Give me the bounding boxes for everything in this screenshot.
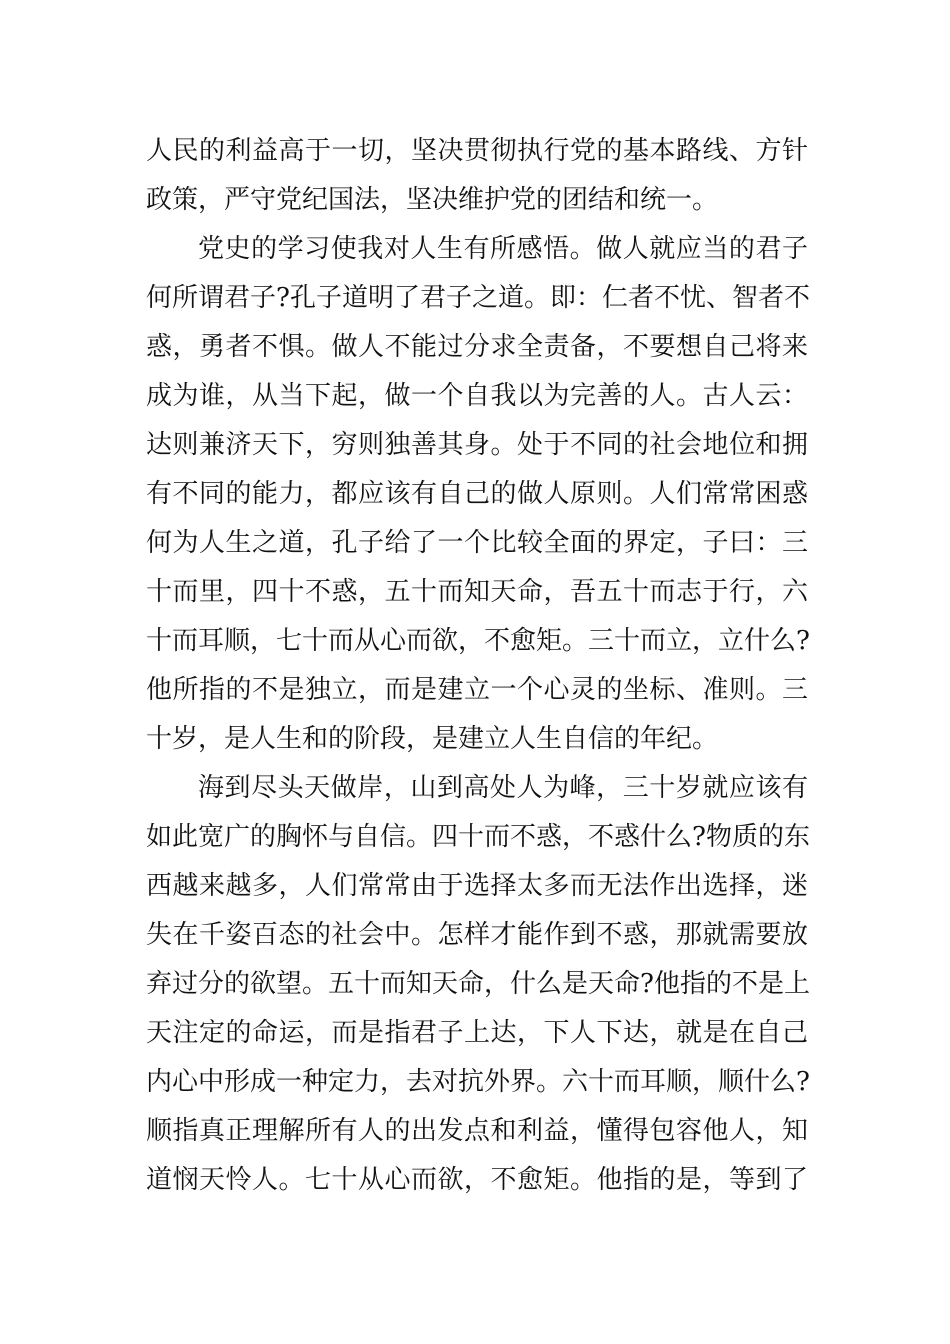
text-line: 道悯天怜人。七十从心而欲，不愈矩。他指的是，等到了 bbox=[146, 1165, 808, 1195]
text-line: 他所指的不是独立，而是建立一个心灵的坐标、准则。三 bbox=[146, 675, 808, 705]
text-line: 如此宽广的胸怀与自信。四十而不惑，不惑什么?物质的东 bbox=[146, 822, 810, 852]
paragraph-2 bbox=[146, 225, 808, 764]
text-line: 十而耳顺，七十而从心而欲，不愈矩。三十而立，立什么? bbox=[146, 626, 810, 656]
text-line: 西越来越多，人们常常由于选择太多而无法作出选择，迷 bbox=[146, 871, 808, 901]
text-line: 天注定的命运，而是指君子上达，下人下达，就是在自己 bbox=[146, 1018, 808, 1048]
text-line: 何所谓君子?孔子道明了君子之道。即：仁者不忧、智者不 bbox=[146, 283, 810, 313]
text-line: 何为人生之道，孔子给了一个比较全面的界定，子曰：三 bbox=[146, 528, 808, 558]
text-line: 顺指真正理解所有人的出发点和利益，懂得包容他人，知 bbox=[146, 1116, 808, 1146]
text-line: 海到尽头天做岸，山到高处人为峰，三十岁就应该有 bbox=[198, 773, 808, 803]
text-line: 有不同的能力，都应该有自己的做人原则。人们常常困惑 bbox=[146, 479, 808, 509]
text-line: 内心中形成一种定力，去对抗外界。六十而耳顺，顺什么? bbox=[146, 1067, 810, 1097]
text-line: 十岁，是人生和的阶段，是建立人生自信的年纪。 bbox=[146, 724, 719, 754]
text-line: 政策，严守党纪国法，坚决维护党的团结和统一。 bbox=[146, 185, 719, 215]
text-line: 成为谁，从当下起，做一个自我以为完善的人。古人云： bbox=[146, 381, 808, 411]
text-line: 达则兼济天下，穷则独善其身。处于不同的社会地位和拥 bbox=[146, 430, 808, 460]
text-line: 十而里，四十不惑，五十而知天命，吾五十而志于行，六 bbox=[146, 577, 808, 607]
paragraph-1 bbox=[146, 127, 808, 225]
text-line: 弃过分的欲望。五十而知天命，什么是天命?他指的不是上 bbox=[146, 969, 810, 999]
text-line: 党史的学习使我对人生有所感悟。做人就应当的君子 bbox=[198, 234, 808, 264]
paragraph-3 bbox=[146, 764, 808, 1205]
text-line: 失在千姿百态的社会中。怎样才能作到不惑，那就需要放 bbox=[146, 920, 808, 950]
text-line: 惑，勇者不惧。做人不能过分求全责备，不要想自己将来 bbox=[146, 332, 808, 362]
text-line: 人民的利益高于一切，坚决贯彻执行党的基本路线、方针 bbox=[146, 136, 808, 166]
document-body bbox=[146, 127, 808, 1205]
